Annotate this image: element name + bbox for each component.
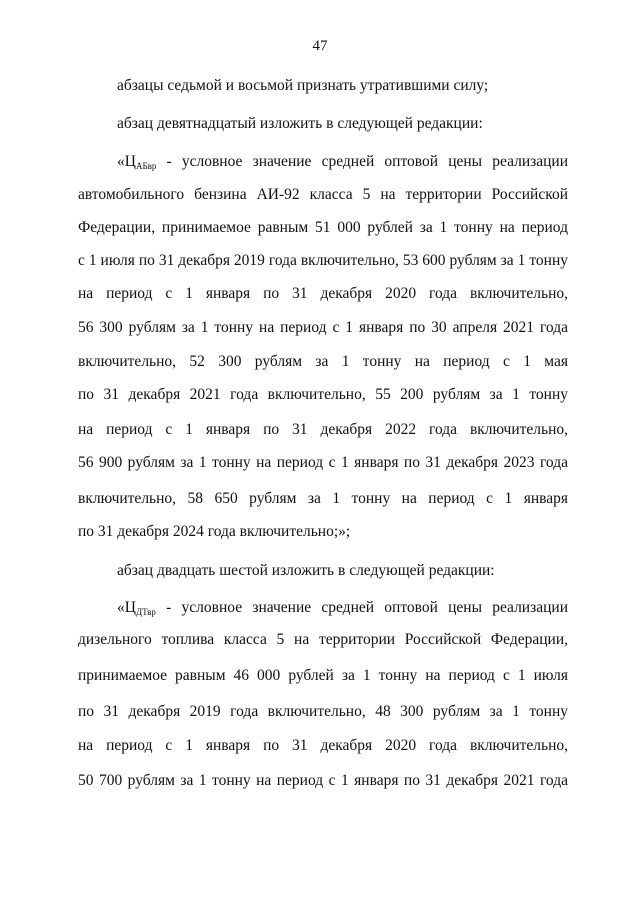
paragraph-line: Федерации, принимаемое равным 51 000 рублей за 1 тонну на период [78,219,568,236]
paragraph-line: по 31 декабря 2021 года включительно, 55 200 рублям за 1 тонну [78,386,568,403]
paragraph-line: 50 700 рублям за 1 тонну на период с 1 января по 31 декабря 2021 года [78,772,568,789]
paragraph-line: с 1 июля по 31 декабря 2019 года включительно, 53 600 рублям за 1 тонну [78,252,568,269]
paragraph-line: на период с 1 января по 31 декабря 2020 года включительно, [78,285,568,302]
price-symbol-dtvr: «$Ц_{ДТвр}$ [117,599,156,617]
price-symbol-abvr: «$Ц_{АБвр}$ [117,153,157,171]
paragraph-line: включительно, 58 650 рублям за 1 тонну на период с 1 января [78,490,568,507]
paragraph-line: абзацы седьмой и восьмой признать утратившими силу; [117,77,489,94]
paragraph-line: абзац двадцать шестой изложить в следующей редакции: [117,562,495,579]
paragraph-line: принимаемое равным 46 000 рублей за 1 тонну на период с 1 июля [78,667,568,684]
paragraph-line: абзац девятнадцатый изложить в следующей редакции: [117,115,483,132]
paragraph-line: по 31 декабря 2024 года включительно;»; [78,523,351,540]
paragraph-line: автомобильного бензина АИ-92 класса 5 на территории Российской [78,186,568,203]
paragraph-line: на период с 1 января по 31 декабря 2022 года включительно, [78,421,568,438]
paragraph-line-with-symbol: «$Ц_{АБвр}$ - условное значение средней оптовой цены реализации [117,153,568,171]
paragraph-line: 56 900 рублям за 1 тонну на период с 1 января по 31 декабря 2023 года [78,454,568,471]
paragraph-line: дизельного топлива класса 5 на территории Российской Федерации, [78,631,568,648]
paragraph-line-with-symbol: «$Ц_{ДТвр}$ - условное значение средней оптовой цены реализации [117,599,568,617]
paragraph-line: 56 300 рублям за 1 тонну на период с 1 января по 30 апреля 2021 года [78,319,568,336]
paragraph-line: включительно, 52 300 рублям за 1 тонну на период с 1 мая [78,353,568,370]
paragraph-line: по 31 декабря 2019 года включительно, 48 300 рублям за 1 тонну [78,703,568,720]
paragraph-line: на период с 1 января по 31 декабря 2020 года включительно, [78,737,568,754]
page-number: 47 [312,38,328,54]
